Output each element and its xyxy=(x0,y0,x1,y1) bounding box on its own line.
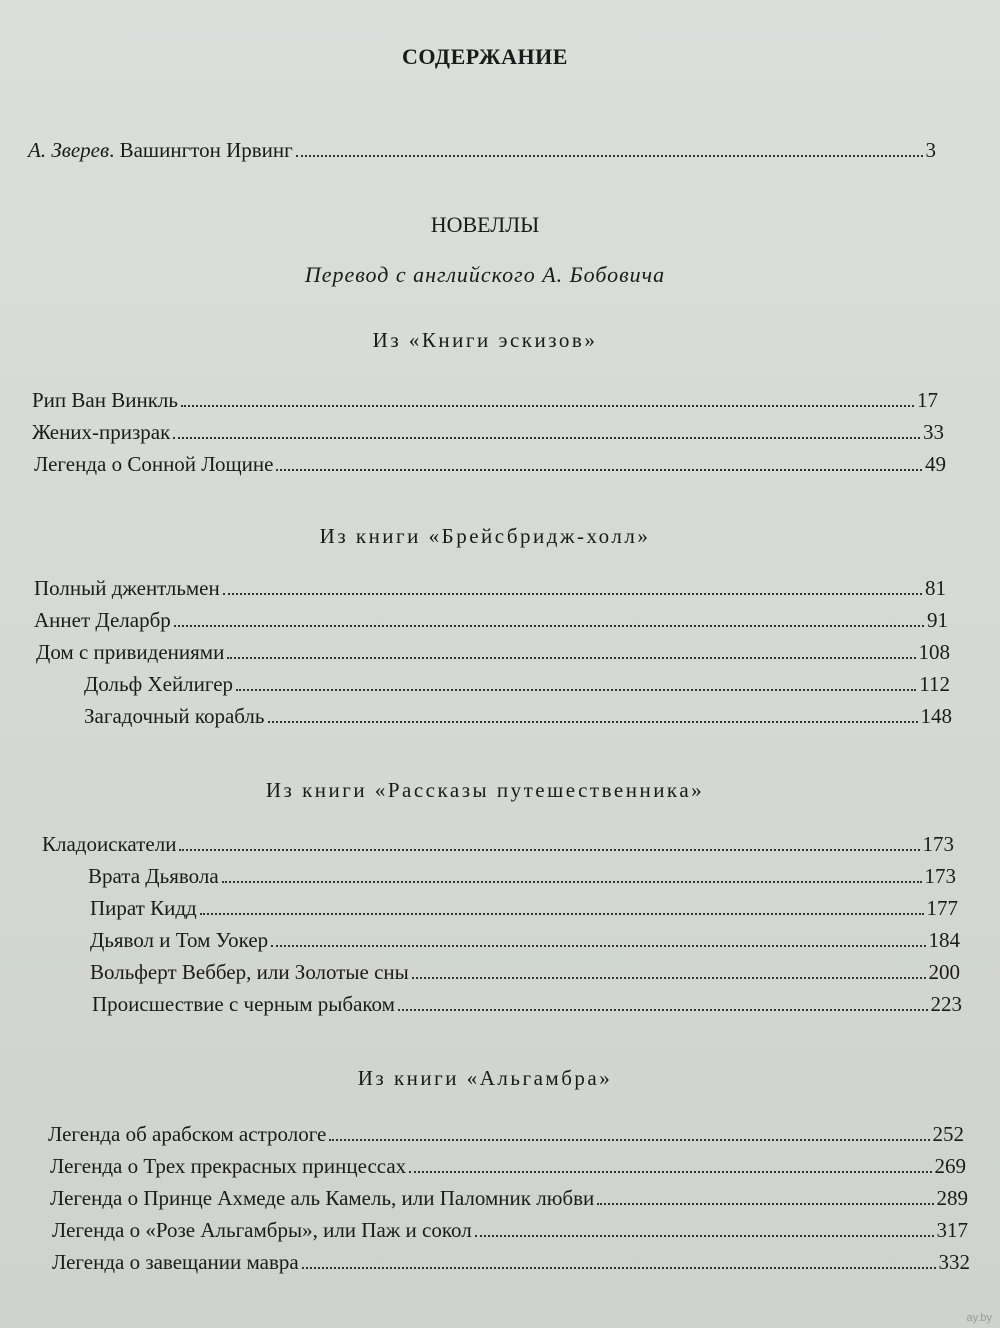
page-number: 173 xyxy=(922,832,954,856)
entry-title: Загадочный корабль xyxy=(84,704,265,728)
entry-title: Дом с привидениями xyxy=(36,640,225,664)
contents-title: СОДЕРЖАНИЕ xyxy=(402,44,568,69)
entry-title: Полный джентльмен xyxy=(34,576,220,600)
entry-title: Рип Ван Винкль xyxy=(32,388,178,412)
page-number: 252 xyxy=(932,1122,964,1146)
page-number: 200 xyxy=(928,960,960,984)
entry-title: Дольф Хейлигер xyxy=(84,672,234,696)
page-number: 223 xyxy=(930,992,962,1016)
leader-dots xyxy=(475,1235,934,1237)
leader-dots xyxy=(179,849,919,851)
page-number: 177 xyxy=(926,896,958,920)
toc-entry xyxy=(42,830,954,858)
leader-dots xyxy=(398,1009,928,1011)
toc-entry xyxy=(90,926,960,954)
entry-title: Легенда о завещании мавра xyxy=(52,1250,299,1274)
page-number: 3 xyxy=(925,138,936,162)
leader-dots xyxy=(174,625,924,627)
page-number: 81 xyxy=(925,576,946,600)
entry-title: Вольферт Веббер, или Золотые сны xyxy=(90,960,409,984)
leader-dots xyxy=(173,437,920,439)
page-number: 173 xyxy=(924,864,956,888)
page-number: 269 xyxy=(934,1154,966,1178)
entry-title: Легенда о Принце Ахмеде аль Камель, или Паломник любви xyxy=(50,1186,595,1210)
entry-title: Легенда о Сонной Лощине xyxy=(34,452,274,476)
entry-title: Врата Дьявола xyxy=(88,864,219,888)
leader-dots xyxy=(276,469,922,471)
page-number: 148 xyxy=(920,704,952,728)
entry-title: Кладоискатели xyxy=(42,832,177,856)
leader-dots xyxy=(271,945,925,947)
page-number: 112 xyxy=(919,672,950,696)
page-number: 91 xyxy=(927,608,948,632)
page-number: 332 xyxy=(938,1250,970,1274)
toc-entry xyxy=(48,1120,964,1148)
leader-dots xyxy=(296,155,923,157)
page-number: 317 xyxy=(936,1218,968,1242)
toc-entry xyxy=(84,670,950,698)
section-title: Из книги «Рассказы путешественника» xyxy=(265,778,705,802)
novellas-heading: НОВЕЛЛЫ xyxy=(430,212,540,237)
intro-text: . Вашингтон Ирвинг xyxy=(109,138,293,162)
section-title: Из книги «Альгамбра» xyxy=(357,1066,613,1090)
page-number: 17 xyxy=(917,388,938,412)
entry-title: Дьявол и Том Уокер xyxy=(90,928,269,952)
intro-author: А. Зверев xyxy=(28,138,110,162)
site-watermark: ay.by xyxy=(966,1312,992,1324)
toc-entry xyxy=(90,958,960,986)
entry-title: Аннет Деларбр xyxy=(34,608,171,632)
translator-line: Перевод с английского А. Бобовича xyxy=(304,262,666,287)
page-number: 184 xyxy=(928,928,960,952)
toc-entry xyxy=(34,606,948,634)
leader-dots xyxy=(302,1267,936,1269)
leader-dots xyxy=(227,657,915,659)
page-number: 49 xyxy=(925,452,946,476)
toc-entry-intro xyxy=(28,136,936,164)
leader-dots xyxy=(236,689,916,691)
entry-title: Легенда о «Розе Альгамбры», или Паж и сокол xyxy=(52,1218,472,1242)
leader-dots xyxy=(200,913,924,915)
leader-dots xyxy=(223,593,922,595)
toc-entry xyxy=(52,1248,970,1276)
toc-entry xyxy=(88,862,956,890)
toc-entry xyxy=(34,450,946,478)
page-number: 108 xyxy=(918,640,950,664)
toc-entry xyxy=(84,702,952,730)
entry-title: Происшествие с черным рыбаком xyxy=(92,992,395,1016)
toc-entry xyxy=(32,386,938,414)
toc-entry xyxy=(90,894,958,922)
entry-title: Пират Кидд xyxy=(90,896,197,920)
leader-dots xyxy=(268,721,918,723)
toc-entry xyxy=(52,1216,968,1244)
entry-title: Легенда о Трех прекрасных принцессах xyxy=(50,1154,407,1178)
entry-title: Жених-призрак xyxy=(32,420,171,444)
toc-entry xyxy=(50,1152,966,1180)
toc-entry xyxy=(50,1184,968,1212)
toc-entry xyxy=(92,990,962,1018)
leader-dots xyxy=(222,881,922,883)
entry-title: Легенда об арабском астрологе xyxy=(48,1122,327,1146)
leader-dots xyxy=(329,1139,929,1141)
leader-dots xyxy=(412,977,926,979)
page-number: 289 xyxy=(936,1186,968,1210)
toc-entry xyxy=(36,638,950,666)
toc-entry xyxy=(34,574,946,602)
section-title: Из книги «Брейсбридж-холл» xyxy=(319,524,651,548)
leader-dots xyxy=(597,1203,933,1205)
toc-entry xyxy=(32,418,944,446)
section-title: Из «Книги эскизов» xyxy=(372,328,598,352)
leader-dots xyxy=(409,1171,931,1173)
leader-dots xyxy=(181,405,914,407)
page-number: 33 xyxy=(923,420,944,444)
